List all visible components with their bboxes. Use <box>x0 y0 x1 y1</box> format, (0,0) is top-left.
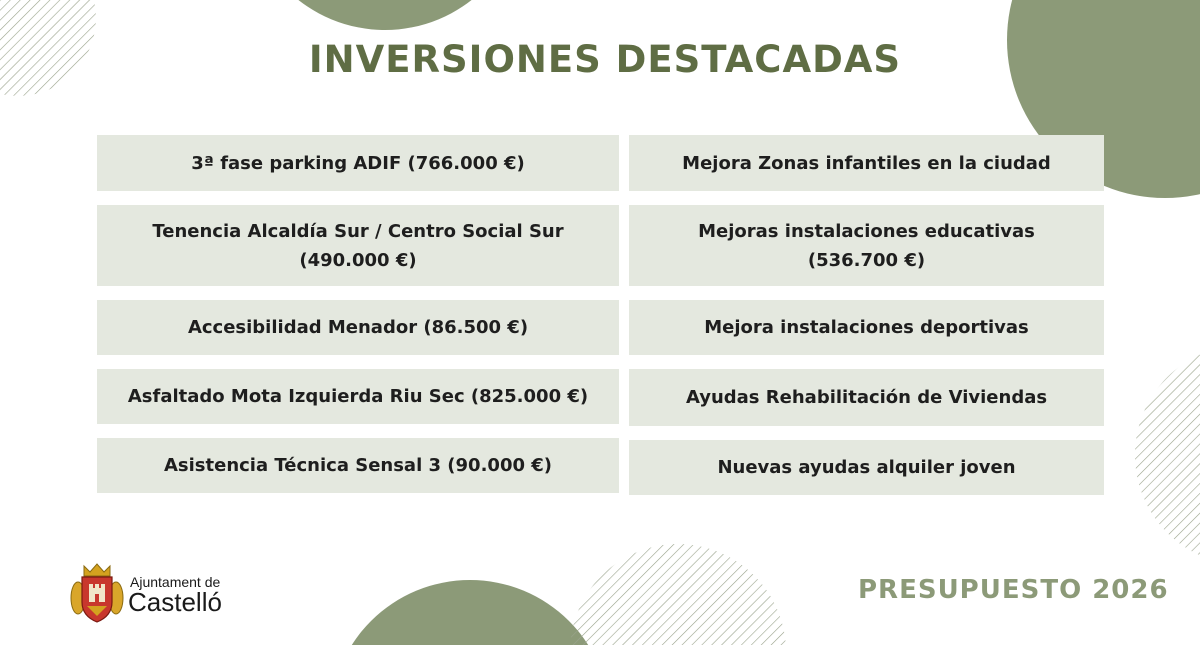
investment-item-label: Accesibilidad Menador (86.500 €) <box>187 317 529 338</box>
page-title: INVERSIONES DESTACADAS <box>308 38 902 81</box>
investment-item-label: Nuevas ayudas alquiler joven <box>717 457 1016 478</box>
coat-of-arms-icon <box>70 562 124 626</box>
investment-item <box>97 205 619 286</box>
investment-item <box>97 438 619 493</box>
investment-item-label: Asfaltado Mota Izquierda Riu Sec (825.000 €) <box>127 386 589 407</box>
investment-item-label: Tenencia Alcaldía Sur / Centro Social Sur (490.000 €) <box>152 220 564 271</box>
investment-item-label: Mejora instalaciones deportivas <box>704 317 1029 338</box>
logo-name: Castelló <box>128 587 222 617</box>
investment-item <box>629 440 1104 495</box>
investment-item-label: 3ª fase parking ADIF (766.000 €) <box>191 152 525 174</box>
solid-circle-top-center <box>245 0 525 30</box>
investment-item <box>629 300 1104 355</box>
investment-item <box>97 135 619 191</box>
investment-item-label: Mejora Zonas infantiles en la ciudad <box>682 152 1051 174</box>
solid-circle-bottom-center <box>330 580 610 645</box>
investment-item-label: Mejoras instalaciones educativas (536.700 €) <box>698 220 1035 271</box>
logo-subtitle: Ajuntament de <box>130 574 221 590</box>
investment-item <box>629 135 1104 191</box>
budget-label: PRESUPUESTO 2026 <box>858 575 1169 605</box>
investment-item <box>629 369 1104 426</box>
investment-item <box>629 205 1104 286</box>
investment-item <box>97 369 619 424</box>
investment-item-label: Asistencia Técnica Sensal 3 (90.000 €) <box>163 455 553 476</box>
striped-circle-right <box>1135 345 1200 565</box>
striped-circle-bottom <box>570 544 786 645</box>
castello-logo <box>70 562 230 626</box>
investment-item <box>97 300 619 355</box>
investment-item-label: Ayudas Rehabilitación de Viviendas <box>685 387 1048 408</box>
